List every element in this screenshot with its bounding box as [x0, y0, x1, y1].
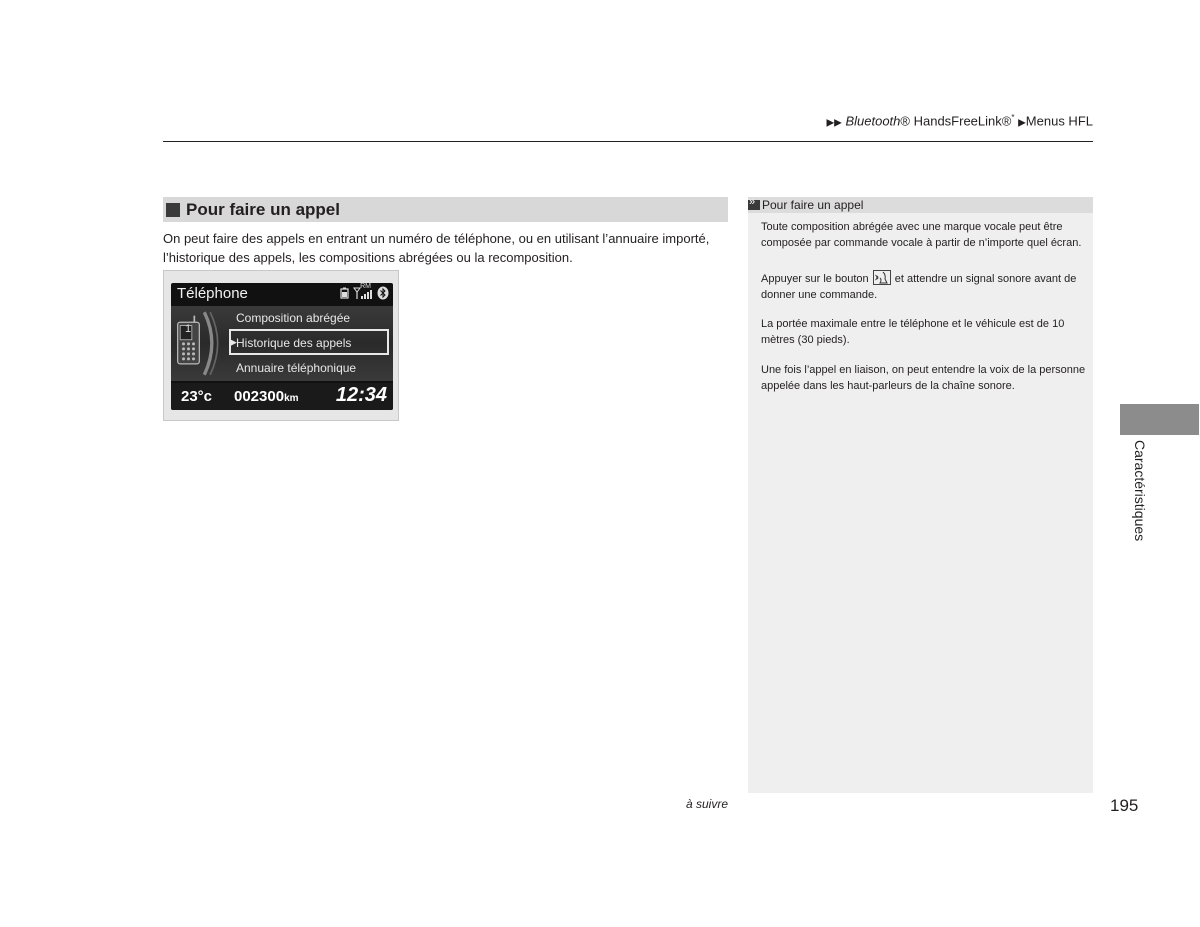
phone-icon: [171, 306, 221, 381]
breadcrumb-footnote-mark: *: [1011, 113, 1015, 122]
triangle-right-icon: ▶: [1018, 117, 1026, 129]
battery-icon: [339, 287, 351, 299]
talk-button-icon: [873, 270, 891, 285]
clock: 12:34: [335, 384, 387, 406]
display-menu-area: [171, 306, 393, 381]
section-heading: [163, 197, 728, 222]
chapter-tab[interactable]: [1120, 404, 1199, 435]
triangle-right-icon: ▶▶: [826, 117, 842, 129]
breadcrumb-item-menus-hfl[interactable]: Menus HFL: [1025, 113, 1093, 129]
outside-temperature: 23°c: [181, 388, 213, 405]
note-paragraph-4: Une fois l’appel en liaison, on peut entendre la voix de la personne appelée dans les haut-parleurs de la chaîne sonore.: [761, 364, 1086, 392]
note-p2-after: et attendre un signal sonore avant de donner une commande.: [761, 273, 1077, 301]
chapter-tab-label: Caractéristiques: [1132, 440, 1148, 542]
note-paragraph-2: [761, 270, 1086, 303]
continued-label: à suivre: [686, 797, 729, 811]
side-note-title: [748, 197, 863, 213]
side-note-title-text: Pour faire un appel: [762, 198, 864, 212]
menu-item-speed-dial[interactable]: Composition abrégée: [236, 311, 351, 325]
odometer-unit: km: [284, 393, 299, 404]
phone-display-screen: [171, 283, 393, 410]
display-title: Téléphone: [177, 285, 248, 302]
section-title: Pour faire un appel: [186, 199, 340, 219]
reference-icon: [748, 200, 760, 210]
breadcrumb: [826, 113, 1093, 128]
breadcrumb-item-handsfreelink[interactable]: ® HandsFreeLink®: [900, 113, 1012, 129]
roaming-indicator: RM: [360, 283, 371, 290]
phone-slot-number: 1: [185, 323, 192, 335]
page-number: 195: [1110, 796, 1139, 815]
breadcrumb-item-bluetooth[interactable]: Bluetooth: [845, 113, 901, 129]
square-bullet-icon: [166, 203, 180, 217]
bluetooth-icon: [377, 286, 389, 300]
odometer: [234, 388, 299, 405]
intro-paragraph: On peut faire des appels en entrant un numéro de téléphone, ou en utilisant l’annuaire importé, l’historique des appels, les compositions abrégées ou la recomposition.: [163, 231, 710, 265]
note-paragraph-3: La portée maximale entre le téléphone et le véhicule est de 10 mètres (30 pieds).: [761, 318, 1065, 346]
display-status-icons: [339, 283, 389, 300]
header-divider: [163, 141, 1093, 142]
menu-item-call-history[interactable]: Historique des appels: [236, 336, 352, 350]
selection-arrow-icon: ▶: [230, 337, 237, 347]
note-p2-before: Appuyer sur le bouton: [761, 273, 869, 285]
display-status-bar: [171, 383, 393, 410]
odometer-value: 002300: [234, 388, 285, 405]
menu-item-phonebook[interactable]: Annuaire téléphonique: [236, 361, 357, 375]
note-paragraph-1: Toute composition abrégée avec une marque vocale peut être composée par commande vocale à partir de n’importe quel écran.: [761, 221, 1082, 249]
